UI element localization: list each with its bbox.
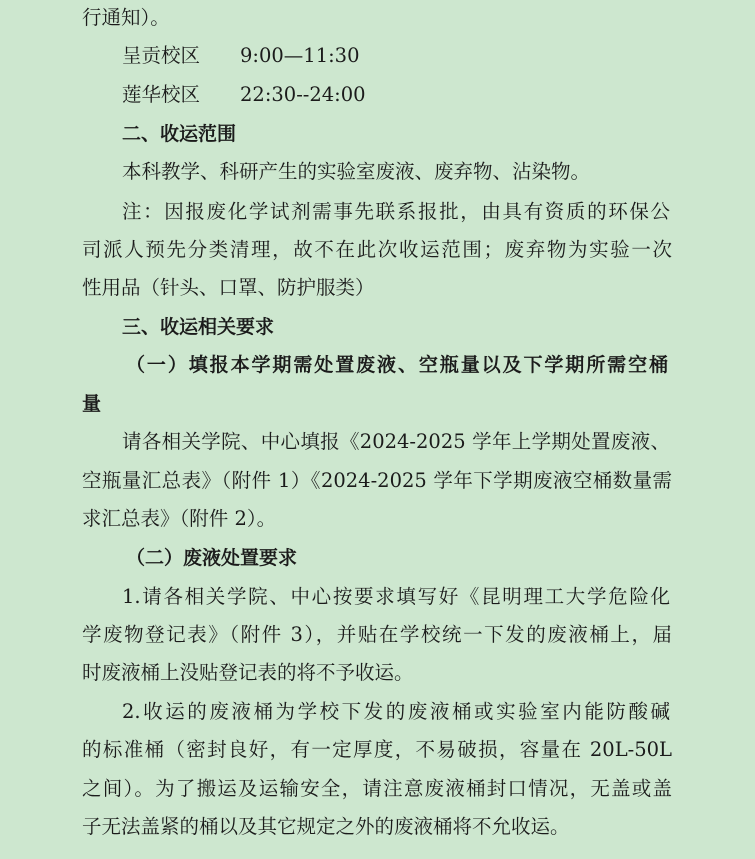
text-line: 时废液桶上没贴登记表的将不予收运。: [82, 661, 414, 684]
text-line: 2.收运的废液桶为学校下发的废液桶或实验室内能防酸碱: [122, 700, 670, 723]
text-line: 求汇总表》（附件 2）。: [82, 507, 277, 530]
campus-time: 22:30--24:00: [240, 83, 366, 106]
text-line: 空瓶量汇总表》（附件 1）《2024-2025 学年下学期废液空桶数量需: [82, 469, 672, 492]
text-line: 的标准桶（密封良好，有一定厚度，不易破损，容量在 20L-50L: [82, 738, 672, 761]
text-line: 请各相关学院、中心填报《2024-2025 学年上学期处置废液、: [122, 430, 670, 453]
text-line: 之间）。为了搬运及运输安全，请注意废液桶封口情况，无盖或盖: [82, 777, 672, 800]
subsection-heading: （二）废液处置要求: [126, 547, 298, 569]
schedule-row-chenggong: [122, 42, 360, 70]
text-line: 注：因报废化学试剂需事先联系报批，由具有资质的环保公: [122, 200, 670, 223]
text-line: 司派人预先分类清理，故不在此次收运范围；废弃物为实验一次: [82, 238, 672, 261]
section-heading: 二、收运范围: [122, 123, 237, 145]
text-line: 行通知）。: [82, 6, 170, 29]
text-line: 本科教学、科研产生的实验室废液、废弃物、沾染物。: [122, 160, 591, 183]
text-line: 1.请各相关学院、中心按要求填写好《昆明理工大学危险化: [122, 585, 670, 608]
text-line: 性用品（针头、口罩、防护服类）: [82, 276, 375, 299]
text-line: 学废物登记表》（附件 3），并贴在学校统一下发的废液桶上，届: [82, 623, 672, 646]
campus-time: 9:00—11:30: [240, 44, 360, 67]
text-line: 子无法盖紧的桶以及其它规定之外的废液桶将不允收运。: [82, 815, 570, 838]
subsection-heading-cont: 量: [82, 393, 102, 415]
campus-name: 莲华校区: [122, 83, 201, 106]
campus-name: 呈贡校区: [122, 44, 201, 67]
schedule-row-lianhua: [122, 81, 366, 109]
subsection-heading: （一）填报本学期需处置废液、空瓶量以及下学期所需空桶: [126, 354, 668, 376]
section-heading: 三、收运相关要求: [122, 316, 275, 338]
